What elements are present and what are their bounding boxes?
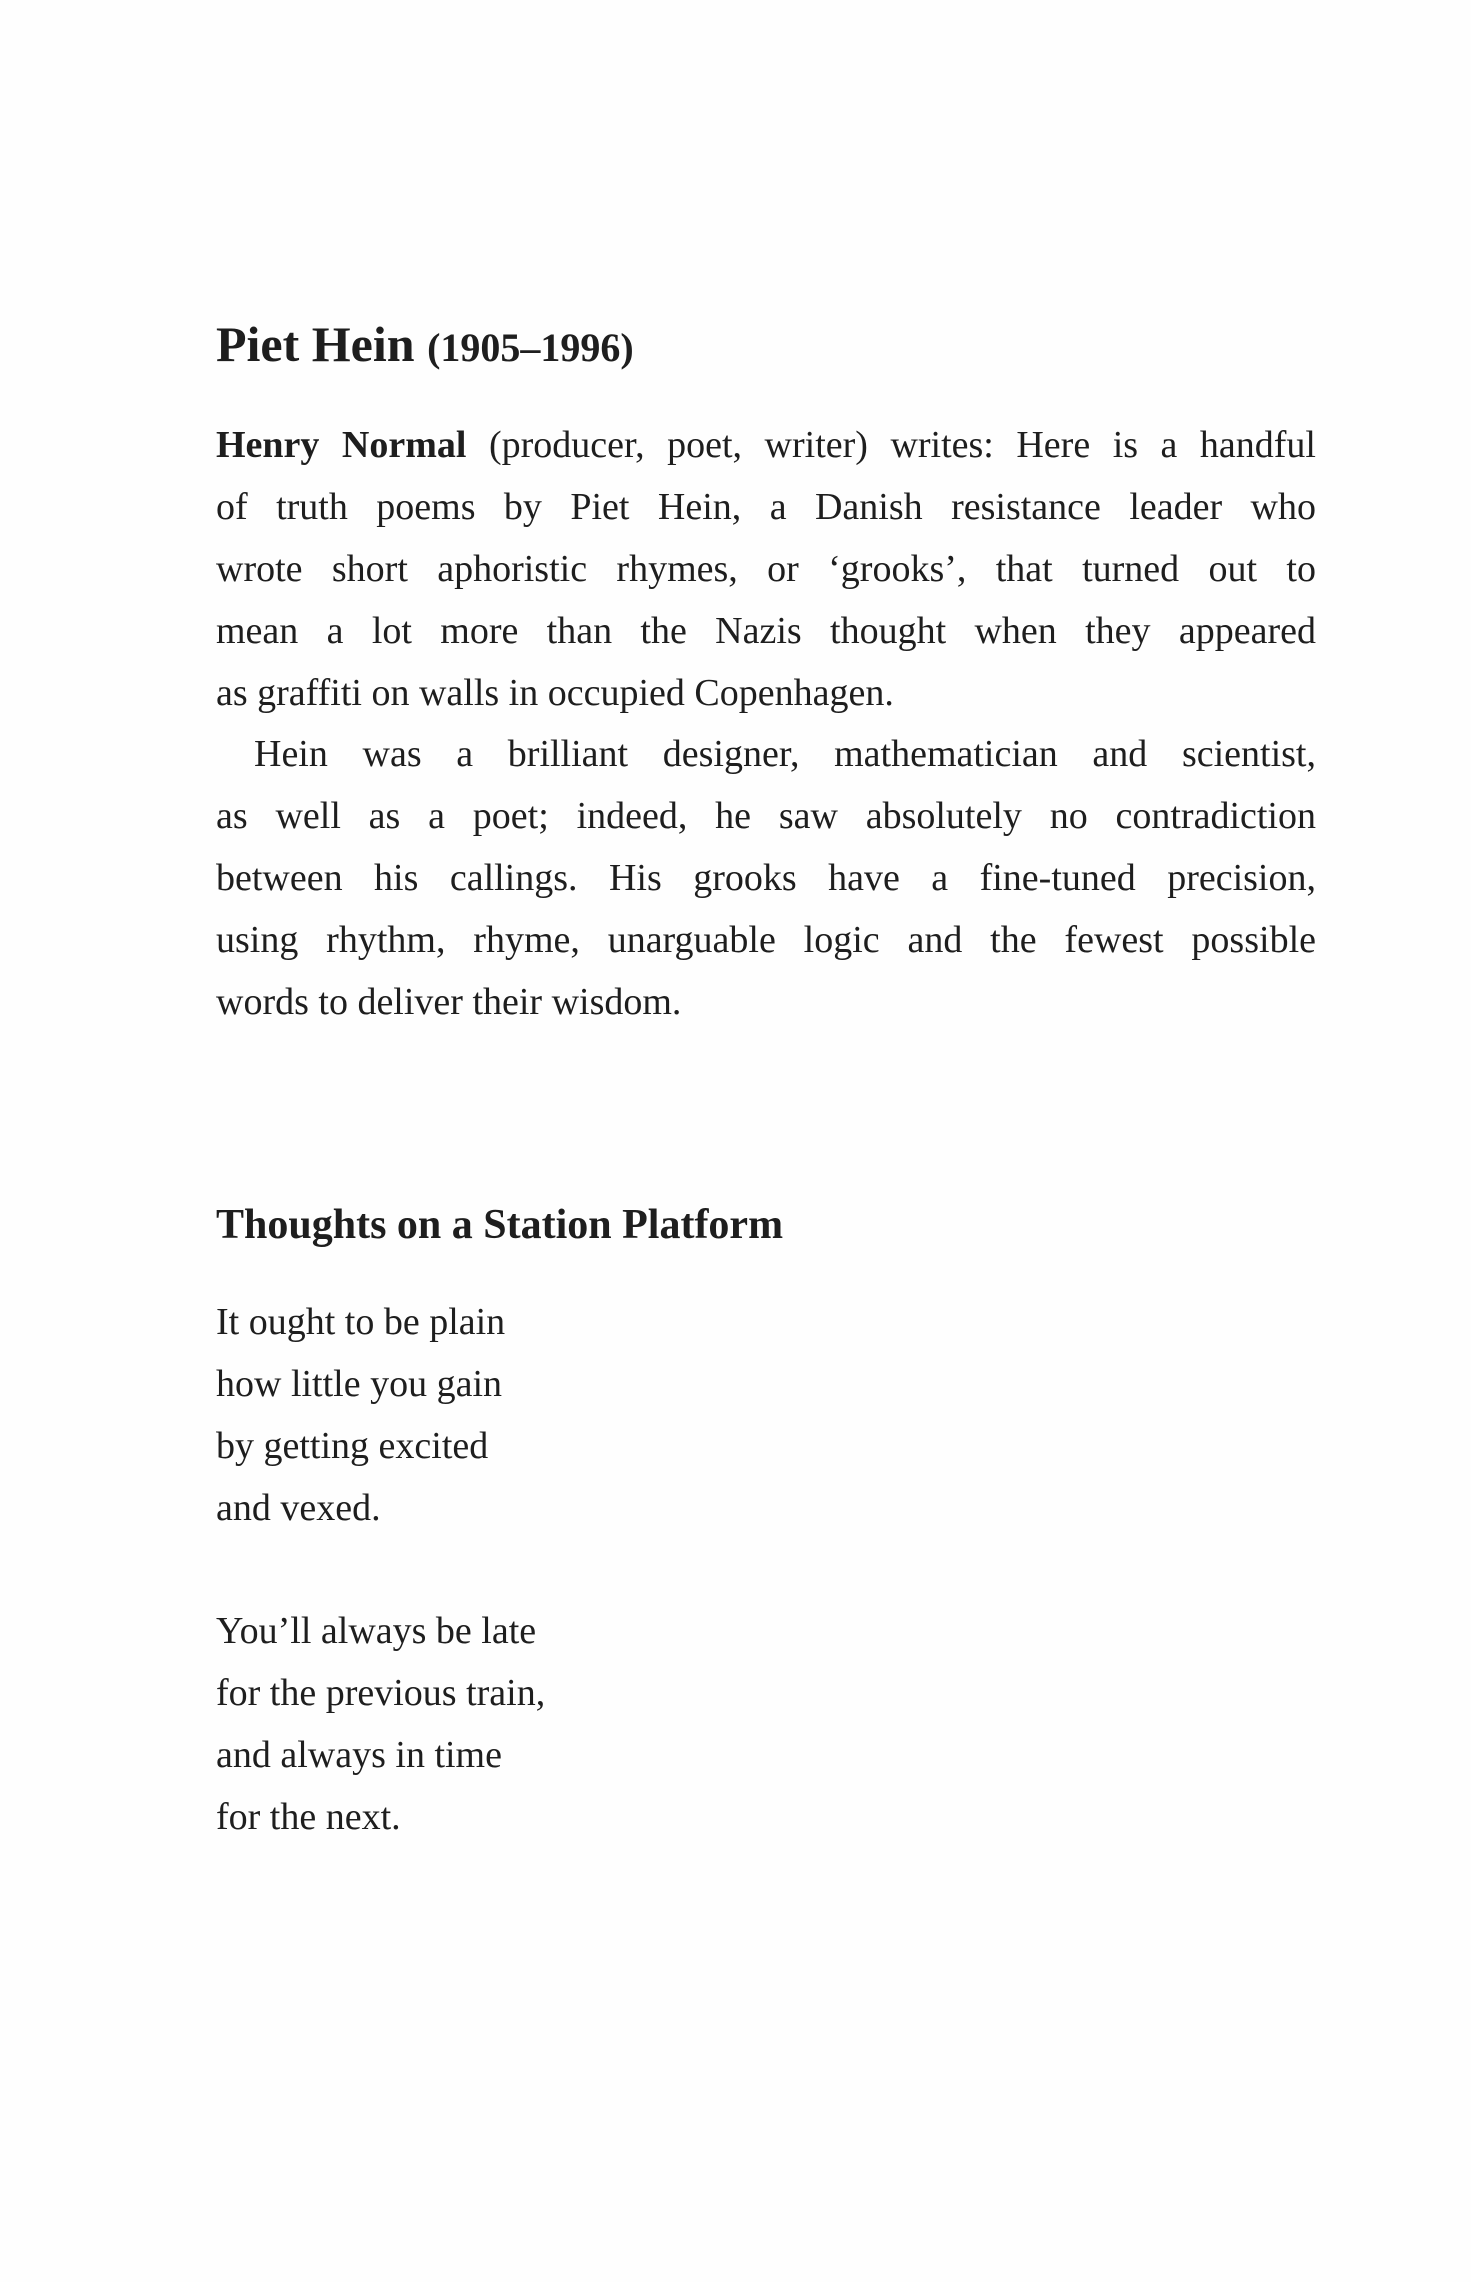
text-line: using rhythm, rhyme, unarguable logic and the fewest possible	[216, 919, 1316, 961]
poet-name: Piet Hein	[216, 316, 415, 372]
author-name: Henry Normal	[216, 424, 467, 466]
text-line: Henry Normal (producer, poet, writer) writes: Here is a handful	[216, 424, 1316, 466]
poem-line: You’ll always be late	[216, 1610, 537, 1652]
poem-line: how little you gain	[216, 1363, 503, 1405]
text-line: words to deliver their wisdom.	[216, 981, 682, 1023]
text-line: mean a lot more than the Nazis thought when they appeared	[216, 610, 1316, 652]
poem-line: by getting excited	[216, 1425, 489, 1467]
poem-line: for the previous train,	[216, 1672, 546, 1714]
poem-stanza-1	[216, 1291, 505, 1539]
poem-title: Thoughts on a Station Platform	[216, 1202, 784, 1248]
poem-line: It ought to be plain	[216, 1301, 506, 1343]
text-line: wrote short aphoristic rhymes, or ‘grooks’, that turned out to	[216, 548, 1316, 590]
text-line: between his callings. His grooks have a fine-tuned precision,	[216, 857, 1316, 899]
section-heading	[216, 316, 634, 376]
intro-paragraph-1	[216, 414, 1316, 724]
text-line: of truth poems by Piet Hein, a Danish resistance leader who	[216, 486, 1316, 528]
intro-paragraph-2	[216, 723, 1316, 1033]
poem-stanza-2	[216, 1600, 545, 1848]
text-line: Hein was a brilliant designer, mathematician and scientist,	[254, 733, 1316, 775]
poem-line: for the next.	[216, 1796, 401, 1838]
text-line: as graffiti on walls in occupied Copenhagen.	[216, 672, 894, 714]
poem-line: and always in time	[216, 1734, 502, 1776]
poem-line: and vexed.	[216, 1487, 381, 1529]
poet-dates: (1905–1996)	[427, 325, 634, 370]
text-line: as well as a poet; indeed, he saw absolutely no contradiction	[216, 795, 1316, 837]
